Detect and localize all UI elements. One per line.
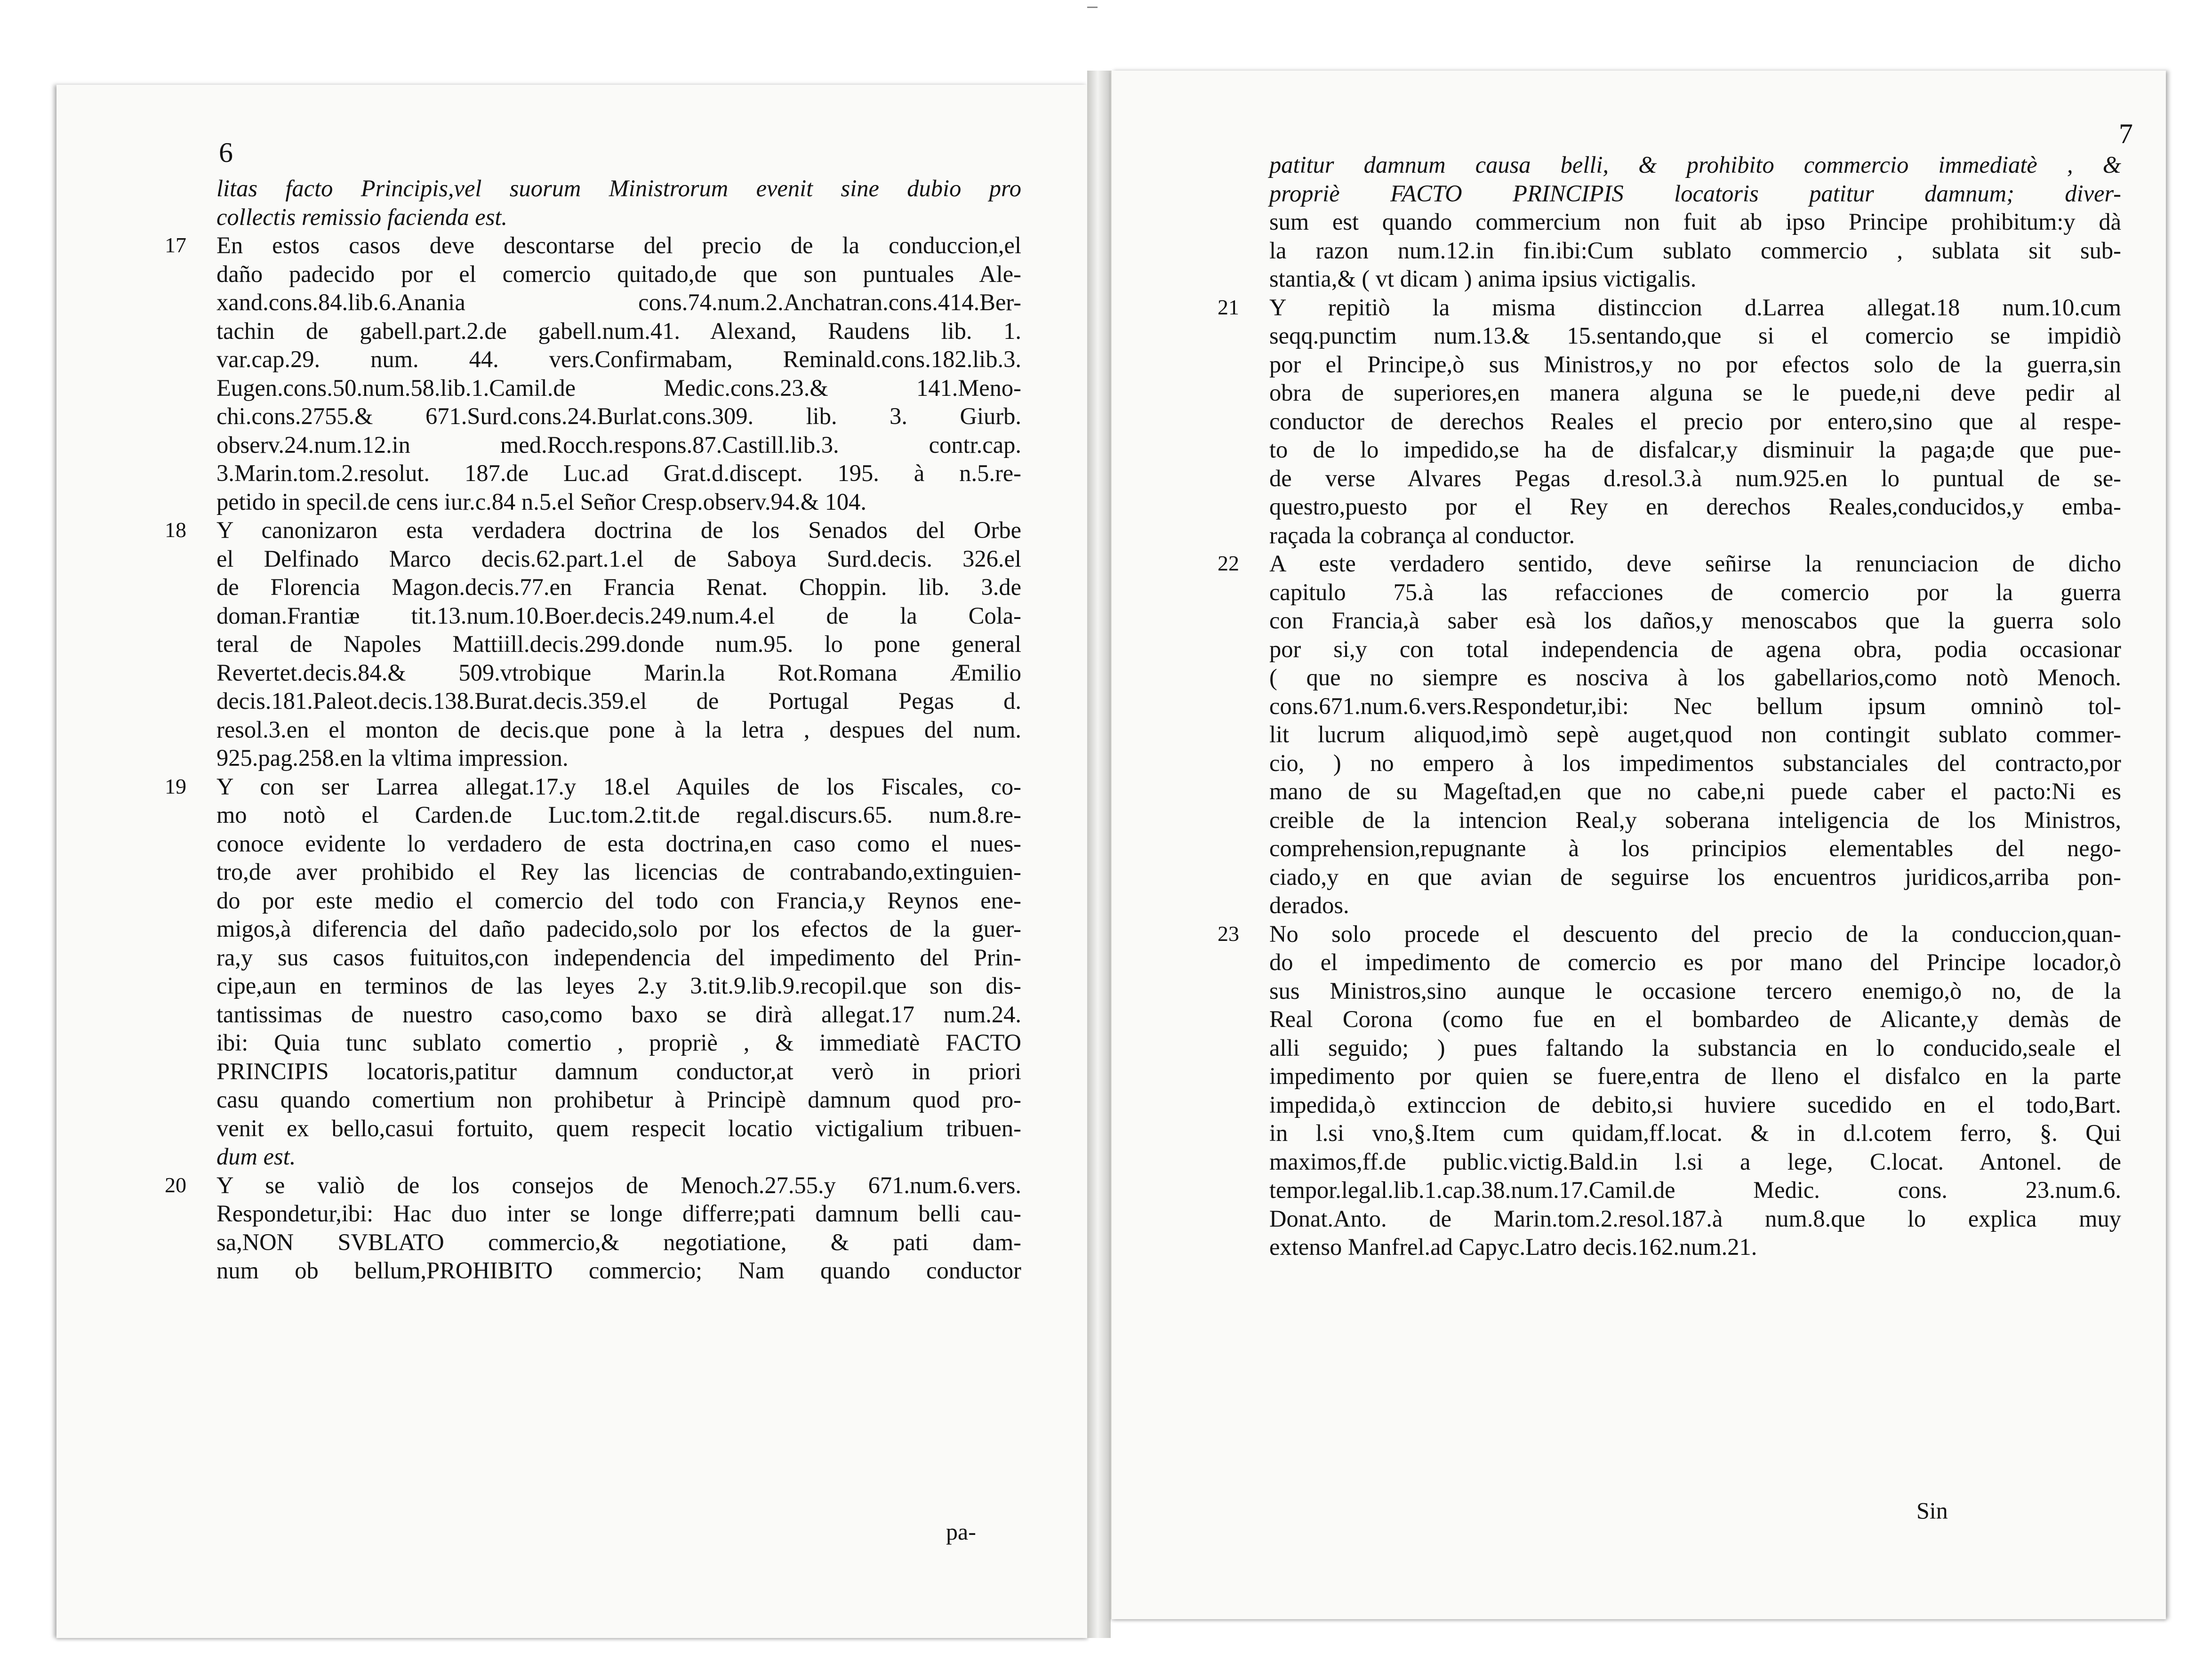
text-line: [216, 915, 1021, 943]
text-line: [1269, 1005, 2121, 1034]
line-text: questro,puesto por el Rey en derechos Reales,conducidos,y emba-: [1269, 493, 2121, 520]
text-line: [216, 431, 1021, 459]
line-text: Revertet.decis.84.& 509.vtrobique Marin.la Rot.Romana Æmilio: [216, 659, 1021, 686]
line-text: de verse Alvares Pegas d.resol.3.à num.925.en lo puntual de se-: [1269, 465, 2121, 491]
text-line: [216, 858, 1021, 886]
line-text: propriè FACTO PRINCIPIS locatoris patitur damnum; diver-: [1269, 180, 2121, 207]
text-line: [216, 345, 1021, 374]
line-text: A este verdadero sentido, deve señirse la renunciacion de dicho: [1269, 550, 2121, 577]
text-line: [216, 1142, 1021, 1171]
text-line: [1269, 749, 2121, 778]
line-text: raçada la cobrança al conductor.: [1269, 522, 1575, 548]
line-text: num ob bellum,PROHIBITO commercio; Nam quando conductor: [216, 1257, 1021, 1284]
text-line: [216, 1199, 1021, 1228]
left-page-text: [165, 174, 1021, 1285]
paragraph-number: 20: [165, 1172, 186, 1197]
line-text: stantia,& ( vt dicam ) anima ipsius victigalis.: [1269, 265, 1697, 292]
line-text: tantissimas de nuestro caso,como baxo se dirà allegat.17 num.24.: [216, 1001, 1021, 1028]
text-line: [216, 715, 1021, 744]
line-text: Eugen.cons.50.num.58.lib.1.Camil.de Medic.cons.23.& 141.Meno-: [216, 374, 1021, 401]
text-line: [1269, 1176, 2121, 1204]
text-line: [216, 602, 1021, 630]
text-line: [165, 231, 1021, 260]
line-text: PRINCIPIS locatoris,patitur damnum conductor,at verò in priori: [216, 1058, 1021, 1084]
text-line: [216, 658, 1021, 687]
line-text: lit lucrum aliquod,imò sepè auget,quod non contingit sublato commer-: [1269, 721, 2121, 747]
line-text: la razon num.12.in fin.ibi:Cum sublato commercio , sublata sit sub-: [1269, 237, 2121, 264]
text-line: [1269, 179, 2121, 208]
text-line: [216, 630, 1021, 658]
line-text: capitulo 75.à las refacciones de comercio por la guerra: [1269, 578, 2121, 605]
text-line: [216, 1228, 1021, 1257]
text-line: [216, 943, 1021, 972]
text-line: [216, 459, 1021, 488]
text-line: [1269, 606, 2121, 635]
text-line: [216, 687, 1021, 715]
text-line: [1269, 350, 2121, 379]
text-line: [1269, 806, 2121, 835]
text-line: [216, 545, 1021, 573]
paragraph-number: 23: [1218, 921, 1239, 946]
line-text: sum est quando commercium non fuit ab ipso Principe prohibitum:y dà: [1269, 209, 2121, 235]
left-page: [56, 85, 1088, 1638]
line-text: Y canonizaron esta verdadera doctrina de los Senados del Orbe: [216, 517, 1021, 543]
line-text: 3.Marin.tom.2.resolut. 187.de Luc.ad Grat.d.discept. 195. à n.5.re-: [216, 460, 1021, 486]
text-line: [216, 317, 1021, 345]
line-text: Y repitiò la misma distinccion d.Larrea allegat.18 num.10.cum: [1269, 294, 2121, 321]
line-text: chi.cons.2755.& 671.Surd.cons.24.Burlat.cons.309. lib. 3. Giurb.: [216, 403, 1021, 429]
line-text: Respondetur,ibi: Hac duo inter se longe differre;pati damnum belli cau-: [216, 1200, 1021, 1227]
text-line: [1269, 208, 2121, 236]
text-line: [165, 516, 1021, 545]
text-line: [1269, 321, 2121, 350]
catchword: pa-: [946, 1518, 976, 1545]
text-line: [1269, 635, 2121, 664]
page-number: 7: [2119, 118, 2133, 149]
text-line: [216, 971, 1021, 1000]
text-line: [1269, 977, 2121, 1005]
text-line: [1269, 863, 2121, 891]
line-text: ciado,y en que avian de seguirse los encuentros juridicos,arriba pon-: [1269, 863, 2121, 890]
line-text: ( que no siempre es nosciva à los gabellarios,como notò Menoch.: [1269, 664, 2121, 690]
text-line: [1269, 1204, 2121, 1233]
line-text: mo notò el Carden.de Luc.tom.2.tit.de regal.discurs.65. num.8.re-: [216, 802, 1021, 828]
line-text: Real Corona (como fue en el bombardeo de Alicante,y demàs de: [1269, 1006, 2121, 1032]
text-line: [1269, 1119, 2121, 1148]
paragraph-number: 19: [165, 774, 186, 798]
text-line: [216, 1256, 1021, 1285]
line-text: observ.24.num.12.in med.Rocch.respons.87.Castill.lib.3. contr.cap.: [216, 431, 1021, 458]
paragraph-number: 17: [165, 233, 186, 257]
scan-mark: [1087, 7, 1098, 8]
text-line: [165, 772, 1021, 801]
line-text: ra,y sus casos fuituitos,con independencia del impedimento del Prin-: [216, 944, 1021, 971]
line-text: conoce evidente lo verdadero de esta doctrina,en caso como el nues-: [216, 830, 1021, 857]
text-line: [1269, 692, 2121, 721]
book-gutter: [1087, 71, 1111, 1638]
line-text: ibi: Quia tunc sublato comertio , propriè , & immediatè FACTO: [216, 1029, 1021, 1056]
line-text: var.cap.29. num. 44. vers.Confirmabam, Reminald.cons.182.lib.3.: [216, 346, 1021, 372]
line-text: por el Principe,ò sus Ministros,y no por efectos solo de la guerra,sin: [1269, 351, 2121, 377]
text-line: [216, 1028, 1021, 1057]
line-text: litas facto Principis,vel suorum Ministrorum evenit sine dubio pro: [216, 175, 1021, 201]
line-text: patitur damnum causa belli, & prohibito commercio immediatè , &: [1269, 152, 2121, 178]
text-line: [1269, 720, 2121, 749]
text-line: [216, 174, 1021, 203]
text-line: [1269, 265, 2121, 293]
text-line: [1269, 777, 2121, 806]
line-text: No solo procede el descuento del precio de la conduccion,quan-: [1269, 920, 2121, 947]
line-text: extenso Manfrel.ad Capyc.Latro decis.162.num.21.: [1269, 1234, 1757, 1260]
line-text: doman.Frantiæ tit.13.num.10.Boer.decis.249.num.4.el de la Cola-: [216, 602, 1021, 629]
line-text: tempor.legal.lib.1.cap.38.num.17.Camil.de Medic. cons. 23.num.6.: [1269, 1177, 2121, 1203]
line-text: impedida,ò extinccion de debito,si huviere sucedido en el todo,Bart.: [1269, 1091, 2121, 1118]
text-line: [216, 260, 1021, 289]
text-line: [1218, 549, 2121, 578]
line-text: conductor de derechos Reales el precio por entero,sino que al respe-: [1269, 408, 2121, 434]
line-text: in l.si vno,§.Item cum quidam,ff.locat. & in d.l.cotem ferro, §. Qui: [1269, 1120, 2121, 1146]
text-line: [216, 573, 1021, 602]
text-line: [165, 1171, 1021, 1200]
line-text: obra de superiores,en manera alguna se le puede,ni deve pedir al: [1269, 379, 2121, 406]
page-number: 6: [219, 137, 233, 168]
right-page: [1111, 71, 2166, 1619]
line-text: cons.671.num.6.vers.Respondetur,ibi: Nec bellum ipsum omninò tol-: [1269, 692, 2121, 719]
line-text: el Delfinado Marco decis.62.part.1.el de Saboya Surd.decis. 326.el: [216, 545, 1021, 572]
line-text: tachin de gabell.part.2.de gabell.num.41. Alexand, Raudens lib. 1.: [216, 317, 1021, 344]
line-text: cipe,aun en terminos de las leyes 2.y 3.tit.9.lib.9.recopil.que son dis-: [216, 972, 1021, 999]
line-text: cio, ) no empero à los impedimentos substanciales del contracto,por: [1269, 749, 2121, 776]
text-line: [1269, 1148, 2121, 1176]
paragraph-number: 21: [1218, 295, 1239, 319]
line-text: tro,de aver prohibido el Rey las licencias de contrabando,extinguien-: [216, 859, 1021, 885]
line-text: por si,y con total independencia de agena obra, podia occasionar: [1269, 635, 2121, 662]
text-line: [1269, 521, 2121, 550]
line-text: mano de su Mageſtad,en que no cabe,ni puede caber el pacto:Ni es: [1269, 778, 2121, 804]
text-line: [216, 1057, 1021, 1086]
catchword: Sin: [1916, 1497, 1948, 1524]
line-text: resol.3.en el monton de decis.que pone à la letra , despues del num.: [216, 716, 1021, 743]
text-line: [1269, 1233, 2121, 1261]
line-text: 925.pag.258.en la vltima impression.: [216, 745, 569, 771]
line-text: decis.181.Paleot.decis.138.Burat.decis.359.el de Portugal Pegas d.: [216, 688, 1021, 714]
text-line: [1269, 464, 2121, 493]
text-line: [1269, 891, 2121, 920]
line-text: con Francia,à saber esà los daños,y menoscabos que la guerra solo: [1269, 607, 2121, 634]
line-text: daño padecido por el comercio quitado,de que son puntuales Ale-: [216, 260, 1021, 287]
line-text: Y se valiò de los consejos de Menoch.27.55.y 671.num.6.vers.: [216, 1172, 1021, 1198]
text-line: [1269, 492, 2121, 521]
line-text: impedimento por quien se fuere,entra de lleno el disfalco en la parte: [1269, 1063, 2121, 1089]
line-text: maximos,ff.de public.victig.Bald.in l.si a lege, C.locat. Antonel. de: [1269, 1148, 2121, 1175]
text-line: [216, 744, 1021, 772]
line-text: seqq.punctim num.13.& 15.sentando,que si el comercio se impidiò: [1269, 322, 2121, 349]
text-line: [1269, 407, 2121, 436]
line-text: comprehension,repugnante à los principios elementables del nego-: [1269, 835, 2121, 861]
line-text: do el impedimento de comercio es por mano del Principe locador,ò: [1269, 949, 2121, 975]
text-line: [216, 886, 1021, 915]
line-text: venit ex bello,casui fortuito, quem respecit locatio victigalium tribuen-: [216, 1115, 1021, 1141]
line-text: creible de la intencion Real,y soberana inteligencia de los Ministros,: [1269, 806, 2121, 833]
text-line: [1269, 663, 2121, 692]
line-text: dum est.: [216, 1143, 296, 1170]
right-page-text: [1218, 151, 2121, 1261]
text-line: [1218, 293, 2121, 322]
line-text: derados.: [1269, 892, 1349, 918]
text-line: [1269, 948, 2121, 977]
text-line: [216, 1000, 1021, 1029]
line-text: xand.cons.84.lib.6.Anania cons.74.num.2.Anchatran.cons.414.Ber-: [216, 289, 1021, 315]
text-line: [216, 801, 1021, 829]
text-line: [1269, 1062, 2121, 1091]
text-line: [216, 374, 1021, 402]
line-text: migos,à diferencia del daño padecido,solo por los efectos de la guer-: [216, 915, 1021, 942]
text-line: [1269, 151, 2121, 179]
text-line: [216, 488, 1021, 516]
text-line: [1269, 578, 2121, 607]
line-text: Y con ser Larrea allegat.17.y 18.el Aquiles de los Fiscales, co-: [216, 773, 1021, 800]
text-line: [216, 288, 1021, 317]
text-line: [216, 203, 1021, 232]
line-text: collectis remissio facienda est.: [216, 203, 508, 230]
line-text: do por este medio el comercio del todo con Francia,y Reynos ene-: [216, 887, 1021, 914]
text-line: [216, 1085, 1021, 1114]
line-text: teral de Napoles Mattiill.decis.299.donde num.95. lo pone general: [216, 631, 1021, 657]
line-text: alli seguido; ) pues faltando la substancia en lo conducido,seale el: [1269, 1034, 2121, 1061]
line-text: de Florencia Magon.decis.77.en Francia Renat. Choppin. lib. 3.de: [216, 574, 1021, 600]
paragraph-number: 22: [1218, 551, 1239, 575]
text-line: [1269, 1091, 2121, 1119]
text-line: [216, 1114, 1021, 1143]
paragraph-number: 18: [165, 518, 186, 542]
line-text: to de lo impedido,se ha de disfalcar,y disminuir la paga;de que pue-: [1269, 436, 2121, 463]
line-text: petido in specil.de cens iur.c.84 n.5.el Señor Cresp.observ.94.& 104.: [216, 488, 867, 515]
line-text: sa,NON SVBLATO commercio,& negotiatione, & pati dam-: [216, 1228, 1021, 1255]
line-text: En estos casos deve descontarse del precio de la conduccion,el: [216, 232, 1021, 258]
text-line: [1269, 1034, 2121, 1062]
text-line: [216, 829, 1021, 858]
text-line: [216, 402, 1021, 431]
text-line: [1269, 236, 2121, 265]
line-text: casu quando comertium non prohibetur à Principè damnum quod pro-: [216, 1086, 1021, 1113]
line-text: sus Ministros,sino aunque le occasione tercero enemigo,ò no, de la: [1269, 977, 2121, 1004]
line-text: Donat.Anto. de Marin.tom.2.resol.187.à num.8.que lo explica muy: [1269, 1205, 2121, 1232]
text-line: [1269, 834, 2121, 863]
text-line: [1269, 378, 2121, 407]
text-line: [1218, 920, 2121, 948]
text-line: [1269, 435, 2121, 464]
